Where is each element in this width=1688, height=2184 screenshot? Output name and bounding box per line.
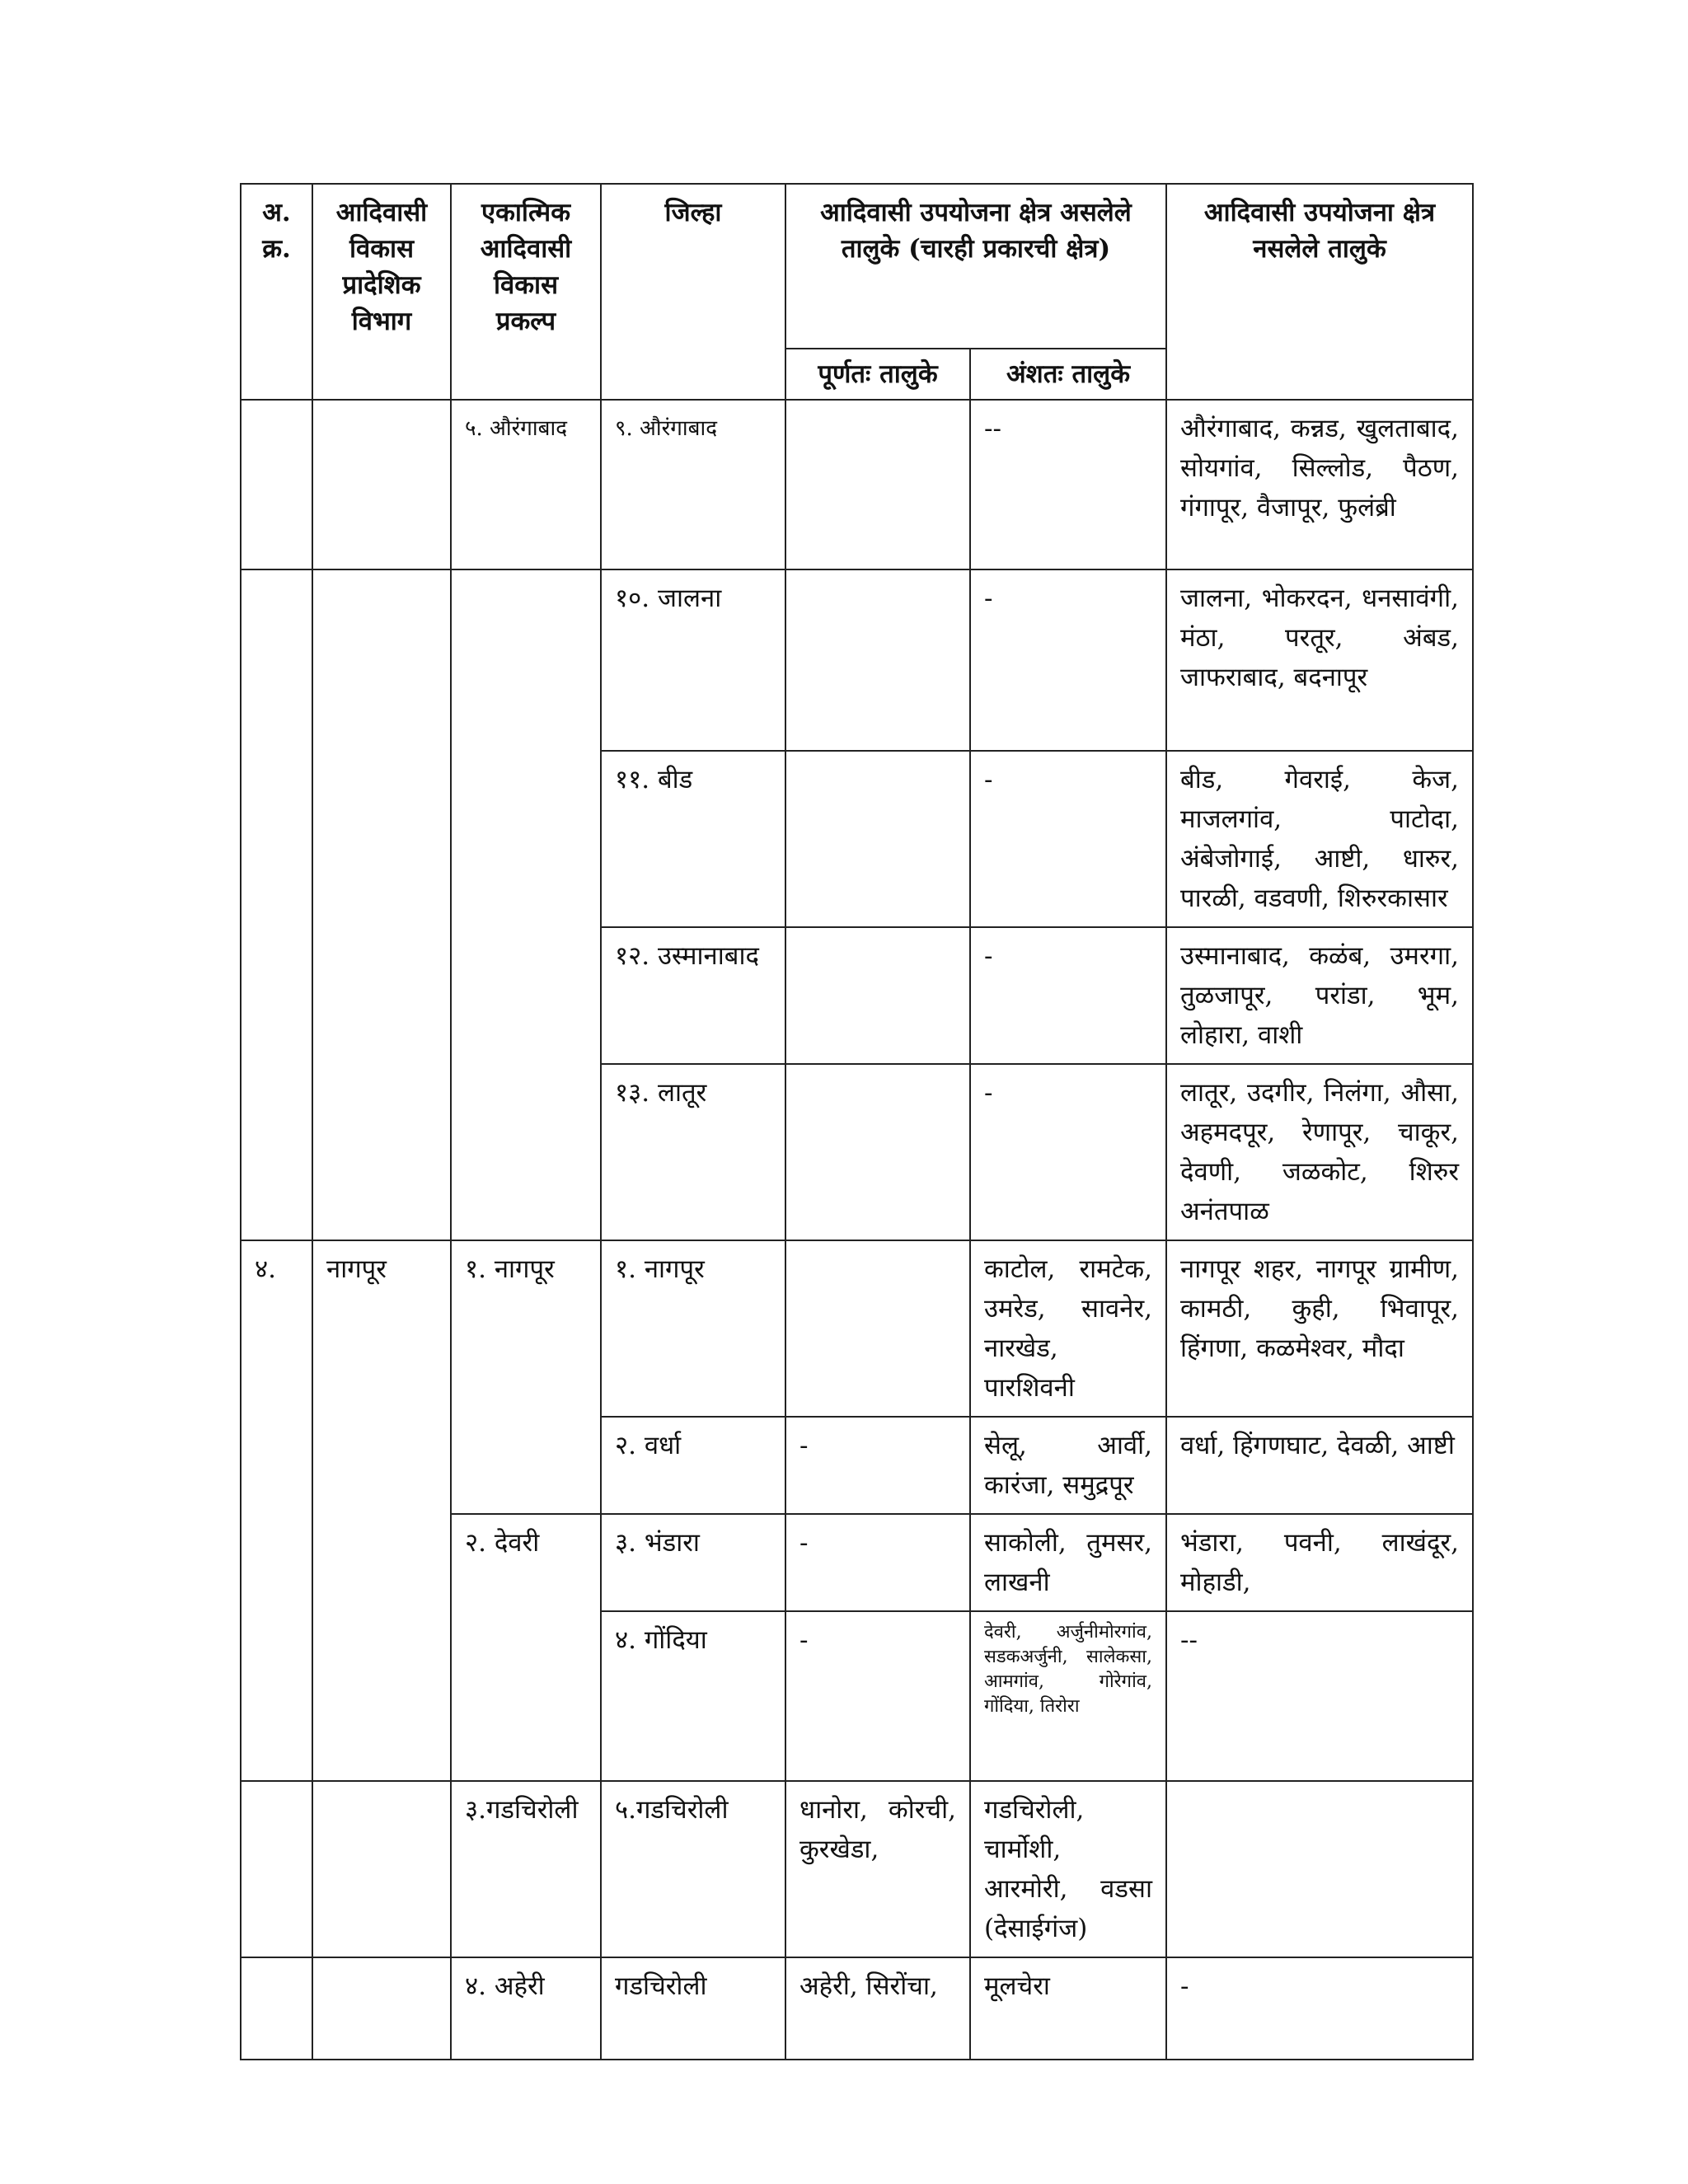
header-district: जिल्हा (601, 184, 785, 400)
cell-region (312, 927, 451, 1064)
table-row (241, 569, 1473, 751)
cell-sr (241, 751, 312, 927)
cell-non-tsp: उस्मानाबाद, कळंब, उमरगा, तुळजापूर, परांडा, भूम, लोहारा, वाशी (1166, 927, 1473, 1064)
table-row (241, 1957, 1473, 2060)
cell-partial: देवरी, अर्जुनीमोरगांव, सडकअर्जुनी, सालेकसा, आमगांव, गोरेगांव, गोंदिया, तिरोरा (970, 1611, 1166, 1781)
cell-region (312, 1781, 451, 1957)
cell-district: ३. भंडारा (601, 1514, 785, 1611)
cell-district: ११. बीड (601, 751, 785, 927)
cell-non-tsp: -- (1166, 1611, 1473, 1781)
cell-district: २. वर्धा (601, 1417, 785, 1514)
cell-district: १. नागपूर (601, 1240, 785, 1417)
cell-non-tsp: बीड, गेवराई, केज, माजलगांव, पाटोदा, अंबेजोगाई, आष्टी, धारुर, पारळी, वडवणी, शिरुरकासार (1166, 751, 1473, 927)
table-row (241, 400, 1473, 569)
cell-district: १०. जालना (601, 569, 785, 751)
cell-sr (241, 927, 312, 1064)
cell-non-tsp: - (1166, 1957, 1473, 2060)
header-partial-talukas: अंशतः तालुके (970, 349, 1166, 400)
cell-sr (241, 400, 312, 569)
cell-full (785, 1240, 970, 1417)
cell-region (312, 751, 451, 927)
cell-full: धानोरा, कोरची, कुरखेडा, (785, 1781, 970, 1957)
cell-project: ५. औरंगाबाद (451, 400, 601, 569)
cell-non-tsp (1166, 1781, 1473, 1957)
header-full-talukas: पूर्णतः तालुके (785, 349, 970, 400)
header-project: एकात्मिक आदिवासी विकास प्रकल्प (451, 184, 601, 400)
cell-partial: मूलचेरा (970, 1957, 1166, 2060)
header-sr-no: अ. क्र. (241, 184, 312, 400)
header-tsp-talukas: आदिवासी उपयोजना क्षेत्र असलेले तालुके (चारही प्रकारची क्षेत्र) (785, 184, 1166, 349)
table-row (241, 927, 1473, 1064)
cell-region (312, 1064, 451, 1240)
cell-non-tsp: जालना, भोकरदन, धनसावंगी, मंठा, परतूर, अंबड, जाफराबाद, बदनापूर (1166, 569, 1473, 751)
cell-non-tsp: भंडारा, पवनी, लाखंदूर, मोहाडी, (1166, 1514, 1473, 1611)
cell-non-tsp: औरंगाबाद, कन्नड, खुलताबाद, सोयगांव, सिल्लोड, पैठण, गंगापूर, वैजापूर, फुलंब्री (1166, 400, 1473, 569)
cell-sr (241, 1781, 312, 1957)
cell-region (312, 569, 451, 751)
cell-partial: सेलू, आर्वी, कारंजा, समुद्रपूर (970, 1417, 1166, 1514)
table-row (241, 1781, 1473, 1957)
cell-partial: साकोली, तुमसर, लाखनी (970, 1514, 1166, 1611)
cell-full: अहेरी, सिरोंचा, (785, 1957, 970, 2060)
cell-project: ४. अहेरी (451, 1957, 601, 2060)
cell-region: नागपूर (312, 1240, 451, 1781)
cell-district: ४. गोंदिया (601, 1611, 785, 1781)
cell-project: १. नागपूर (451, 1240, 601, 1514)
table-row (241, 1240, 1473, 1417)
table-row (241, 1064, 1473, 1240)
cell-district: १३. लातूर (601, 1064, 785, 1240)
cell-sr: ४. (241, 1240, 312, 1781)
cell-partial: - (970, 927, 1166, 1064)
cell-project: ३.गडचिरोली (451, 1781, 601, 1957)
header-region: आदिवासी विकास प्रादेशिक विभाग (312, 184, 451, 400)
cell-partial: - (970, 751, 1166, 927)
header-non-tsp-talukas: आदिवासी उपयोजना क्षेत्र नसलेले तालुके (1166, 184, 1473, 400)
cell-district: ९. औरंगाबाद (601, 400, 785, 569)
cell-full: - (785, 1514, 970, 1611)
header-row (241, 184, 1473, 349)
cell-full (785, 569, 970, 751)
cell-district: ५.गडचिरोली (601, 1781, 785, 1957)
cell-district: १२. उस्मानाबाद (601, 927, 785, 1064)
cell-full (785, 400, 970, 569)
cell-project: २. देवरी (451, 1514, 601, 1781)
cell-partial: - (970, 569, 1166, 751)
cell-partial: काटोल, रामटेक, उमरेड, सावनेर, नारखेड, पारशिवनी (970, 1240, 1166, 1417)
cell-non-tsp: नागपूर शहर, नागपूर ग्रामीण, कामठी, कुही, भिवापूर, हिंगणा, कळमेश्वर, मौदा (1166, 1240, 1473, 1417)
cell-project (451, 569, 601, 1240)
cell-full: - (785, 1417, 970, 1514)
cell-district: गडचिरोली (601, 1957, 785, 2060)
cell-partial: गडचिरोली, चार्मोशी, आरमोरी, वडसा (देसाईगंज) (970, 1781, 1166, 1957)
cell-sr (241, 1957, 312, 2060)
cell-region (312, 1957, 451, 2060)
taluka-table (240, 183, 1474, 2060)
cell-full: - (785, 1611, 970, 1781)
table-row (241, 751, 1473, 927)
cell-sr (241, 1064, 312, 1240)
cell-full (785, 751, 970, 927)
cell-partial: - (970, 1064, 1166, 1240)
cell-non-tsp: लातूर, उदगीर, निलंगा, औसा, अहमदपूर, रेणापूर, चाकूर, देवणी, जळकोट, शिरुर अनंतपाळ (1166, 1064, 1473, 1240)
cell-non-tsp: वर्धा, हिंगणघाट, देवळी, आष्टी (1166, 1417, 1473, 1514)
cell-partial: -- (970, 400, 1166, 569)
cell-full (785, 927, 970, 1064)
cell-sr (241, 569, 312, 751)
cell-region (312, 400, 451, 569)
cell-full (785, 1064, 970, 1240)
